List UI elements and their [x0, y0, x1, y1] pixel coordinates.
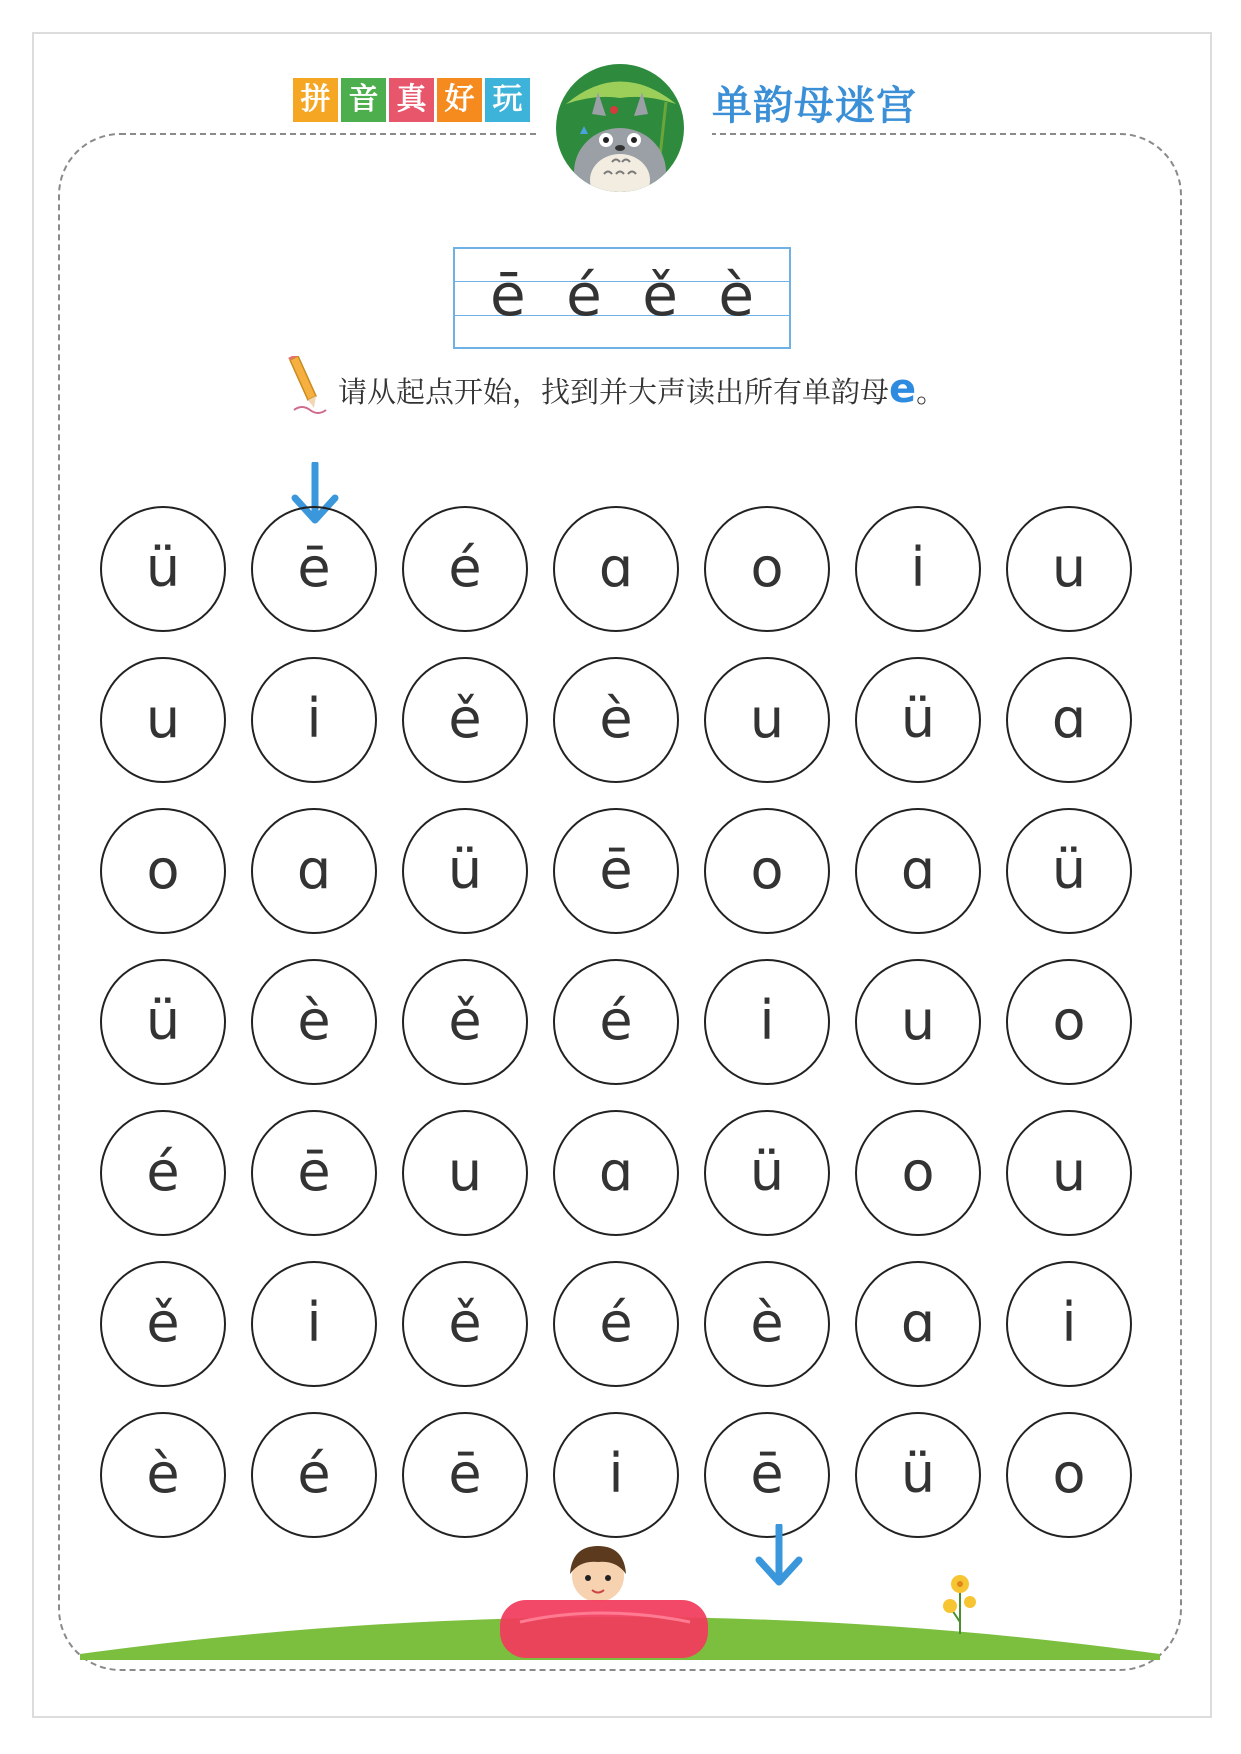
maze-cell[interactable]: è: [100, 1412, 226, 1538]
maze-cell[interactable]: i: [251, 657, 377, 783]
totoro-mascot-icon: [556, 64, 684, 192]
header-tile: 音: [341, 78, 386, 122]
maze-cell[interactable]: ɑ: [855, 1261, 981, 1387]
maze-cell[interactable]: o: [100, 808, 226, 934]
maze-cell[interactable]: ü: [1006, 808, 1132, 934]
maze-cell[interactable]: è: [704, 1261, 830, 1387]
maze-cell[interactable]: i: [855, 506, 981, 632]
maze-cell[interactable]: ü: [402, 808, 528, 934]
pencil-icon: [286, 356, 334, 420]
maze-cell[interactable]: ē: [251, 506, 377, 632]
maze-cell[interactable]: o: [704, 506, 830, 632]
maze-cell[interactable]: é: [553, 1261, 679, 1387]
maze-cell[interactable]: ɑ: [553, 1110, 679, 1236]
pinyin-writing-box: [453, 247, 791, 349]
maze-cell[interactable]: é: [251, 1412, 377, 1538]
maze-cell[interactable]: ɑ: [1006, 657, 1132, 783]
header-tile: 真: [389, 78, 434, 122]
maze-cell[interactable]: ü: [100, 506, 226, 632]
maze-cell[interactable]: ɑ: [855, 808, 981, 934]
maze-cell[interactable]: ɑ: [553, 506, 679, 632]
maze-cell[interactable]: ě: [402, 657, 528, 783]
maze-cell[interactable]: ü: [855, 657, 981, 783]
maze-cell[interactable]: ě: [100, 1261, 226, 1387]
header-tiles: [293, 78, 530, 122]
maze-cell[interactable]: ü: [100, 959, 226, 1085]
maze-cell[interactable]: o: [1006, 1412, 1132, 1538]
instruction-body: 请从起点开始，找到并大声读出所有单韵母: [338, 375, 890, 409]
maze-cell[interactable]: i: [1006, 1261, 1132, 1387]
header-tile: 玩: [485, 78, 530, 122]
maze-cell[interactable]: ě: [402, 1261, 528, 1387]
maze-cell[interactable]: u: [704, 657, 830, 783]
target-letter: e: [889, 366, 917, 412]
header-tile: 拼: [293, 78, 338, 122]
maze-cell[interactable]: ē: [553, 808, 679, 934]
maze-cell[interactable]: i: [704, 959, 830, 1085]
pinyin-tones: ē é ě è: [489, 261, 755, 329]
maze-cell[interactable]: ē: [402, 1412, 528, 1538]
page-title: 单韵母迷宫: [712, 83, 917, 129]
maze-cell[interactable]: ē: [251, 1110, 377, 1236]
maze-cell[interactable]: é: [100, 1110, 226, 1236]
maze-cell[interactable]: u: [1006, 506, 1132, 632]
maze-cell[interactable]: i: [251, 1261, 377, 1387]
instruction-text: [338, 366, 945, 412]
flower-icon: [938, 1570, 982, 1640]
maze-cell[interactable]: u: [855, 959, 981, 1085]
maze-cell[interactable]: ü: [855, 1412, 981, 1538]
maze-cell[interactable]: ě: [402, 959, 528, 1085]
maze-cell[interactable]: i: [553, 1412, 679, 1538]
maze-cell[interactable]: è: [251, 959, 377, 1085]
maze-cell[interactable]: o: [704, 808, 830, 934]
redaction-scribble: [500, 1592, 710, 1666]
instruction-end: 。: [916, 375, 946, 409]
maze-cell[interactable]: u: [1006, 1110, 1132, 1236]
maze-cell[interactable]: ü: [704, 1110, 830, 1236]
maze-cell[interactable]: é: [553, 959, 679, 1085]
maze-cell[interactable]: ɑ: [251, 808, 377, 934]
maze-cell[interactable]: o: [855, 1110, 981, 1236]
maze-cell[interactable]: u: [402, 1110, 528, 1236]
header-tile: 好: [437, 78, 482, 122]
maze-cell[interactable]: u: [100, 657, 226, 783]
maze-cell[interactable]: o: [1006, 959, 1132, 1085]
maze-cell[interactable]: è: [553, 657, 679, 783]
maze-cell[interactable]: é: [402, 506, 528, 632]
maze-cell[interactable]: ē: [704, 1412, 830, 1538]
end-arrow-icon: [751, 1524, 807, 1592]
